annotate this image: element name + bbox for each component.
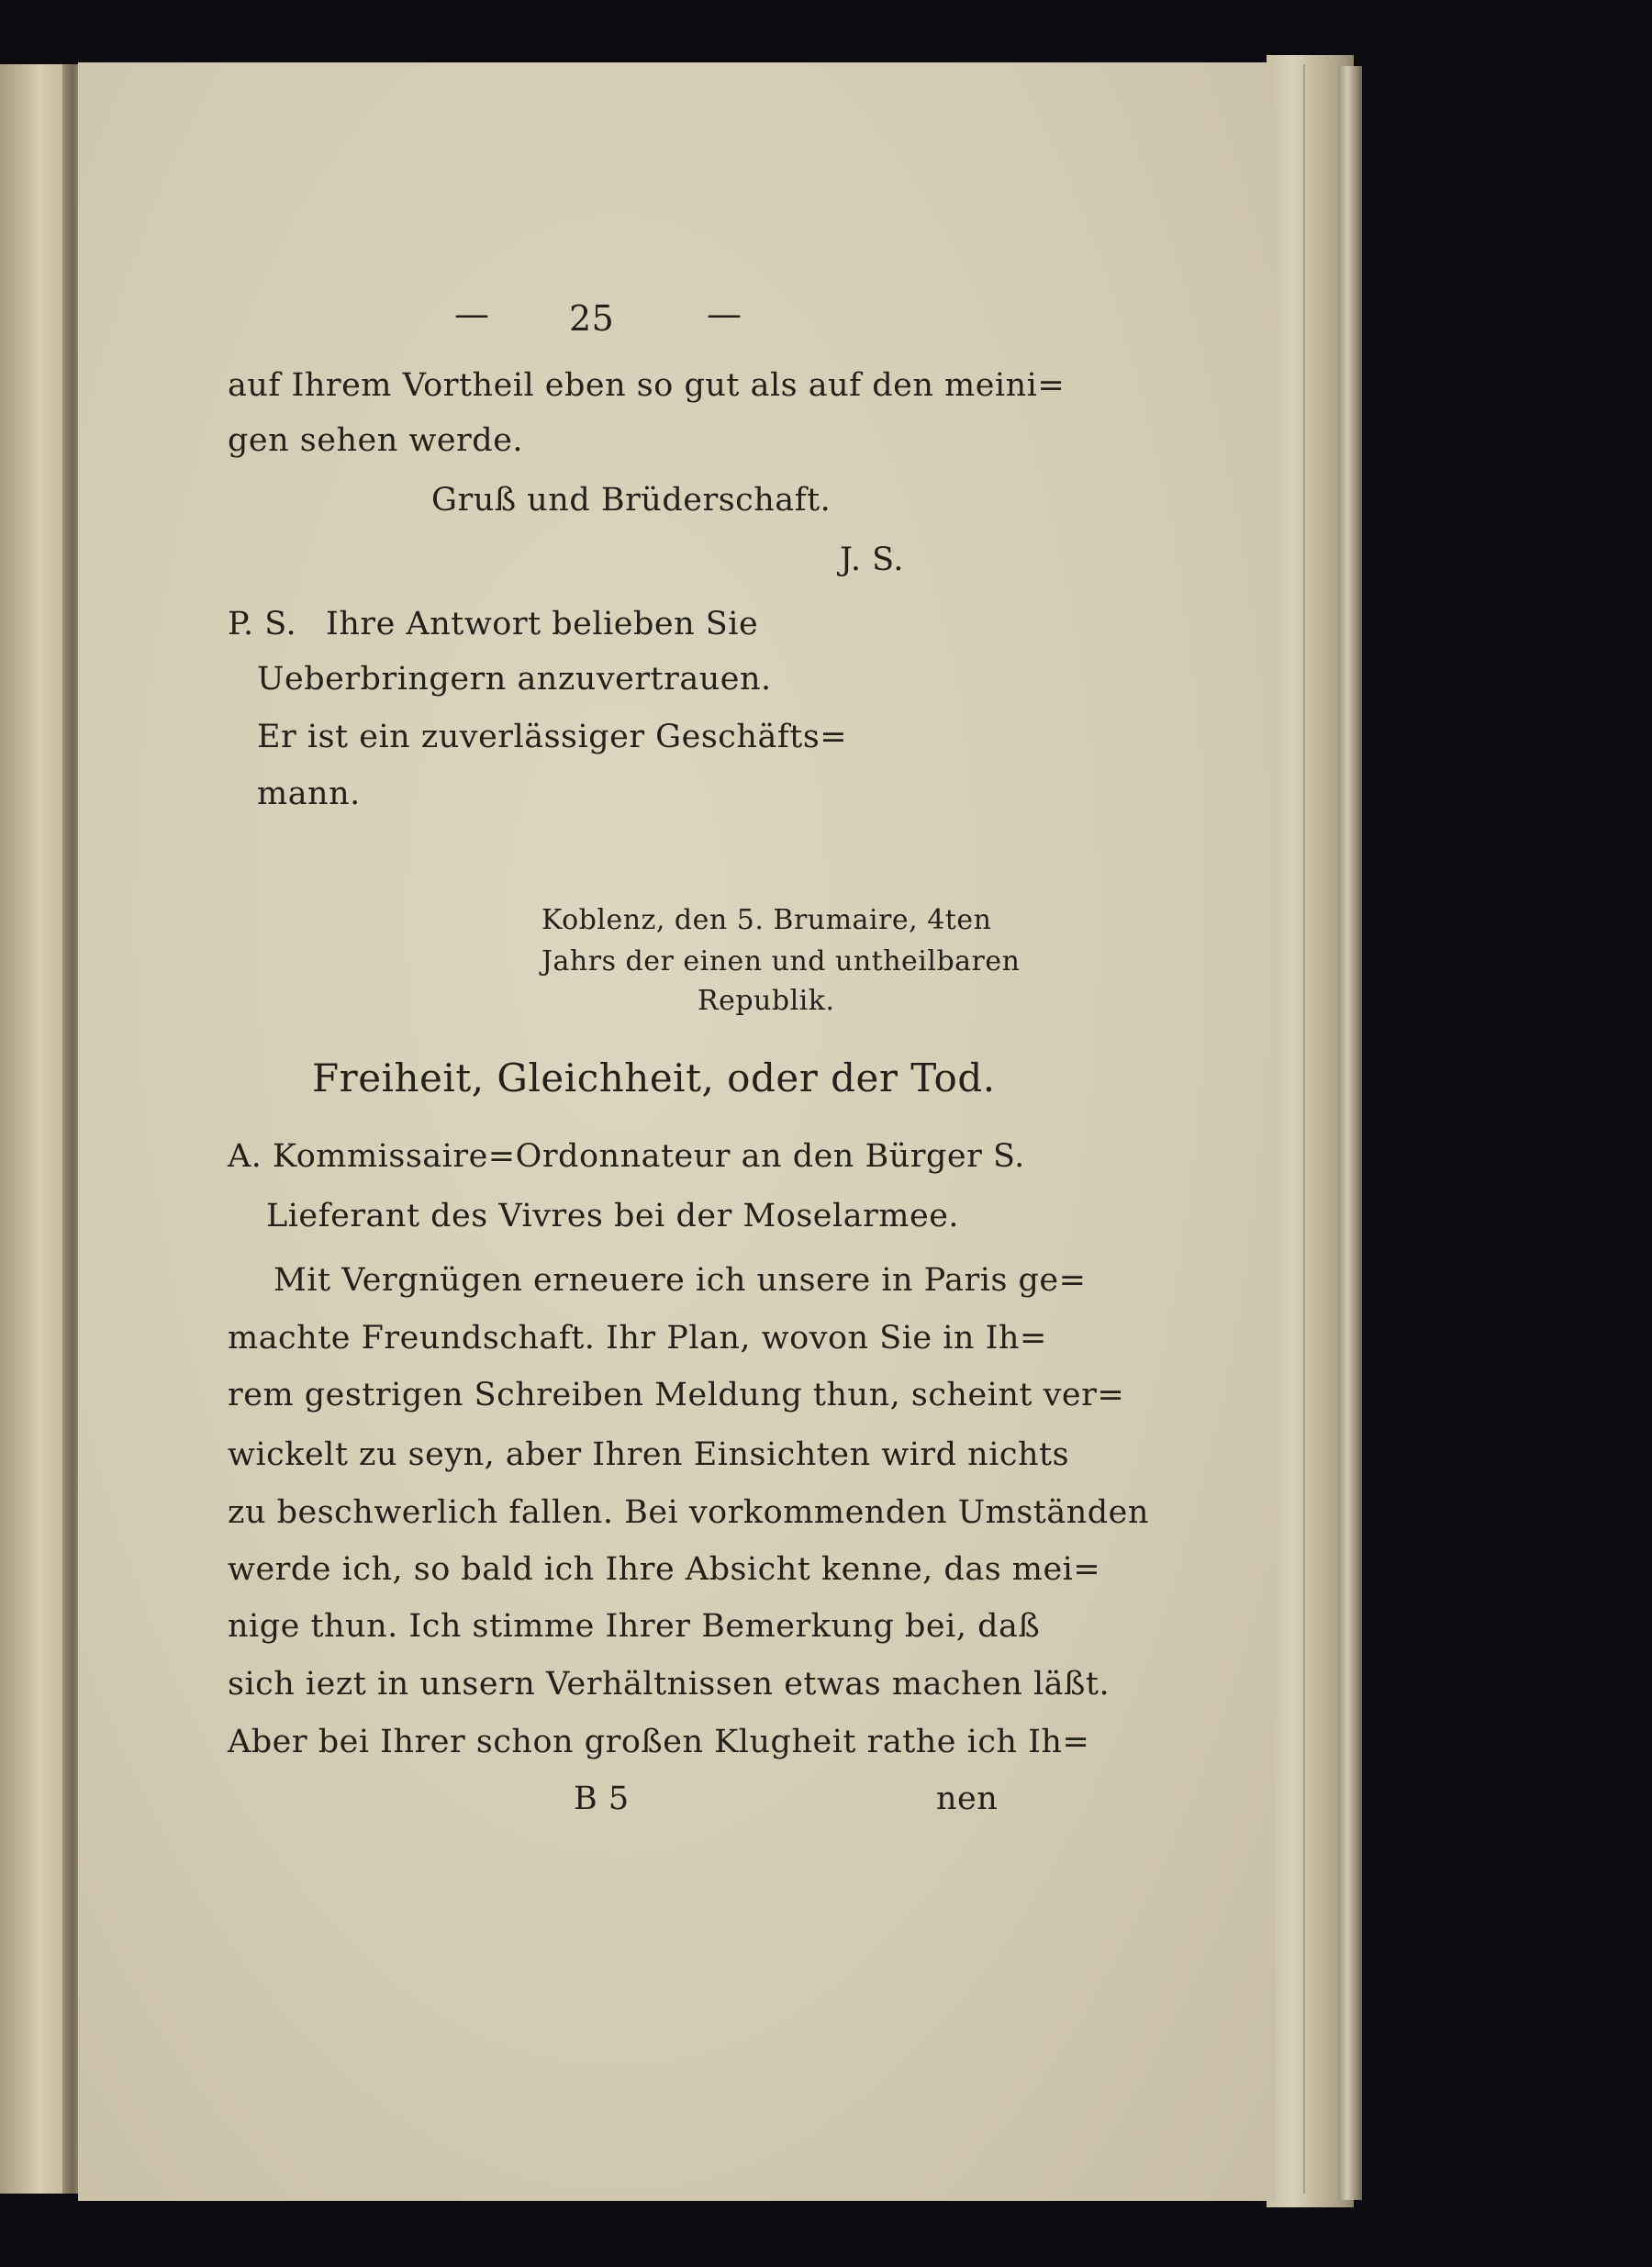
body-line: wickelt zu seyn, aber Ihren Einsichten wird nichts [228,1436,1070,1473]
header-dash-right: — [707,294,742,334]
page-number: 25 [569,298,615,339]
body-line: machte Freundschaft. Ihr Plan, wovon Sie in Ih= [228,1320,1047,1357]
body-line: werde ich, so bald ich Ihre Absicht kenne, das mei= [228,1551,1101,1588]
letter-line: gen sehen werde. [228,422,524,459]
body-line: nige thun. Ich stimme Ihrer Bemerkung bei, daß [228,1608,1041,1645]
postscript-line: Er ist ein zuverlässiger Geschäfts= [257,719,848,755]
postscript-line: Ueberbringern anzuvertrauen. [257,661,772,698]
dateline-line: Koblenz, den 5. Brumaire, 4ten [541,904,992,936]
signature-mark: B 5 [574,1781,630,1817]
body-line: Mit Vergnügen erneuere ich unsere in Paris ge= [273,1262,1087,1299]
postscript-line: Ihre Antwort belieben Sie [326,606,759,642]
letter-greeting: Gruß und Brüderschaft. [431,482,832,519]
address-line: A. Kommissaire=Ordonnateur an den Bürger S. [228,1138,1025,1175]
letter-signature: J. S. [840,542,904,578]
dateline-line: Jahrs der einen und untheilbaren [541,945,1021,977]
page-edge-line [1303,64,1305,2194]
letter-line: auf Ihrem Vortheil eben so gut als auf den meini= [228,367,1066,404]
postscript-line: mann. [257,776,361,812]
body-line: rem gestrigen Schreiben Meldung thun, scheint ver= [228,1377,1125,1413]
motto-heading: Freiheit, Gleichheit, oder der Tod. [312,1055,996,1100]
header-dash-left: — [454,294,490,334]
postscript-label: P. S. [228,606,297,642]
dateline-line: Republik. [698,985,835,1017]
body-line: zu beschwerlich fallen. Bei vorkommenden Umständen [228,1494,1149,1531]
address-line: Lieferant des Vivres bei der Moselarmee. [266,1198,960,1234]
body-line: sich iezt in unsern Verhältnissen etwas machen läßt. [228,1666,1111,1703]
body-line: Aber bei Ihrer schon großen Klugheit rathe ich Ih= [228,1724,1090,1760]
cover-edge [1338,66,1362,2200]
catchword: nen [936,1781,999,1817]
